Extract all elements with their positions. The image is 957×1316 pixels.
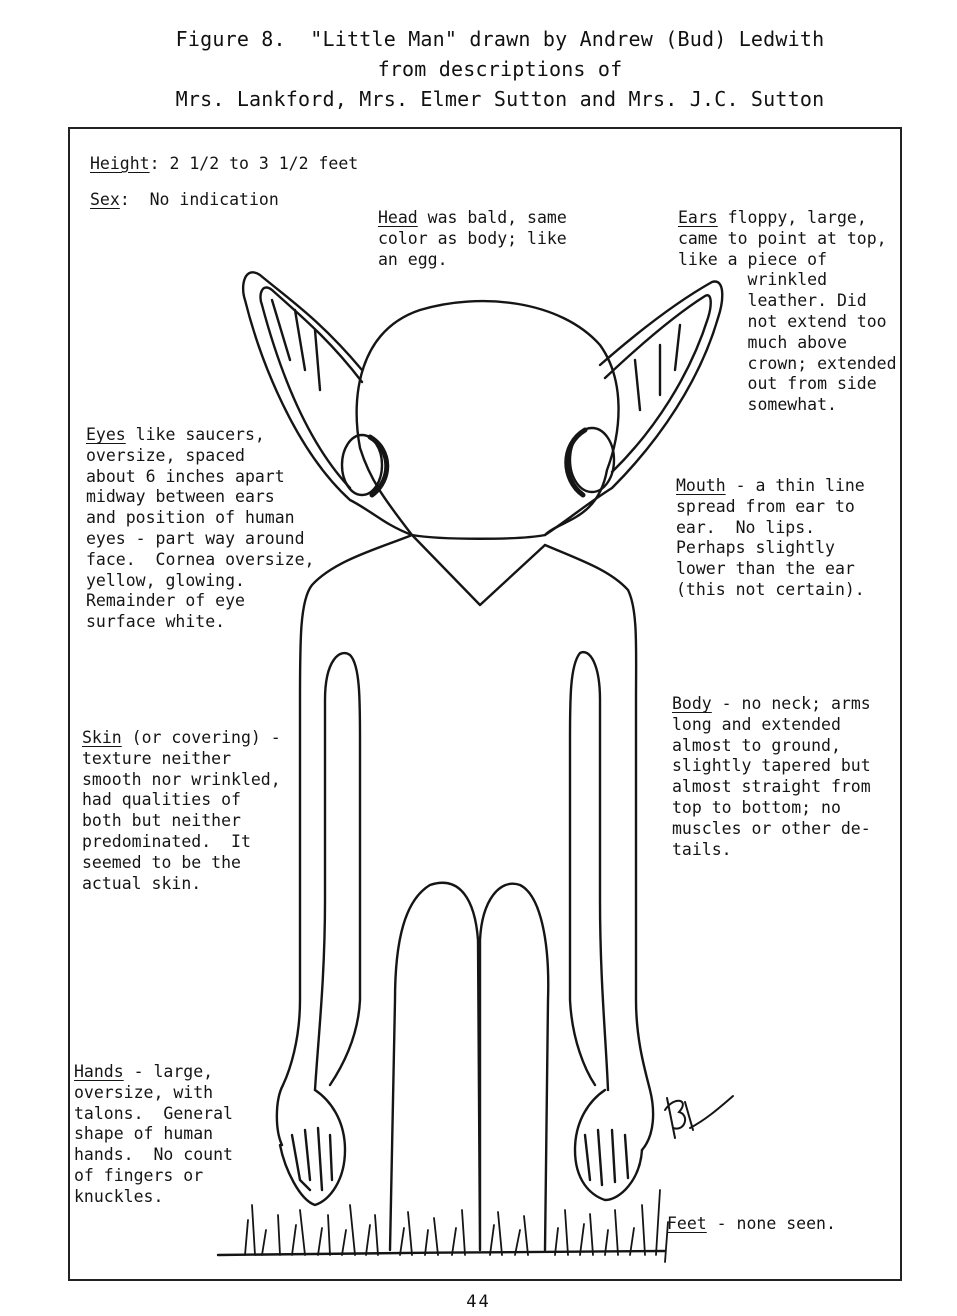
note-skin: Skin (or covering) - texture neither smooth nor wrinkled, had qualities of both but neither predominated. It seemed to be the actual skin. [82,728,281,893]
note-feet: Feet - none seen. [667,1214,836,1233]
note-eyes: Eyes like saucers, oversize, spaced about 6 inches apart midway between ears and position of human eyes - part way around face. Cornea oversize, yellow, glowing. Remainder of eye surface white. [86,425,315,632]
note-head: Head was bald, same color as body; like an egg. [378,208,567,269]
mouth-chin [412,535,545,605]
note-body: Body - no neck; arms long and extended almost to ground, slightly tapered but almost straight from top to bottom; no muscles or other de- tails. [672,694,871,859]
note-sex: Sex: No indication [90,190,279,209]
page-number: 44 [466,1292,491,1312]
note-height: Height: 2 1/2 to 3 1/2 feet [90,154,359,173]
ground-line [218,1251,665,1255]
caption-line-3: Mrs. Lankford, Mrs. Elmer Sutton and Mrs. J.C. Sutton [175,87,825,111]
signature-mark [655,1090,735,1150]
note-hands: Hands - large, oversize, with talons. General shape of human hands. No count of fingers or knuckles. [74,1062,233,1206]
right-arm [570,652,608,1090]
note-mouth: Mouth - a thin line spread from ear to ear. No lips. Perhaps slightly lower than the ear (this not certain). [676,476,865,599]
left-hand [280,1090,345,1205]
caption-line-1: Figure 8. "Little Man" drawn by Andrew (Bud) Ledwith [175,27,825,51]
head-outline [357,301,619,539]
caption-line-2: from descriptions of [377,57,623,81]
note-ears: Ears floppy, large, came to point at top, like a piece of wrinkled leather. Did not extend too much above crown; extended out from side somewhat. [678,208,897,415]
left-arm [315,653,360,1090]
legs [390,883,548,1250]
